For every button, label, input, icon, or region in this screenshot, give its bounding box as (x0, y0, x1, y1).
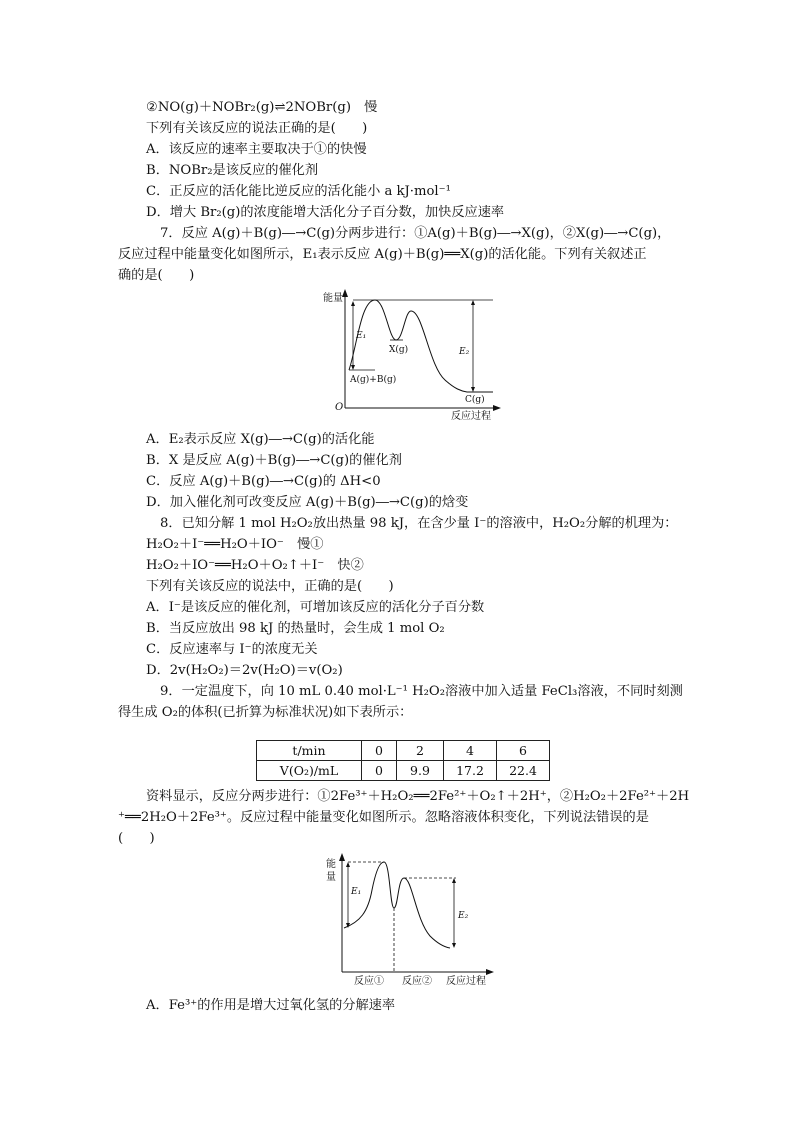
q8-option-a: A．I⁻是该反应的催化剂，可增加该反应的活化分子百分数 (146, 600, 485, 615)
q6-stem: 下列有关该反应的说法正确的是( ) (146, 121, 368, 136)
table-header-cell: 0 (362, 741, 397, 761)
q9-option-a: A．Fe³⁺的作用是增大过氧化氢的分解速率 (146, 998, 396, 1013)
q8-option-b: B．当反应放出 98 kJ 的热量时，会生成 1 mol O₂ (146, 621, 445, 636)
q8-mechanism-1: H₂O₂＋I⁻══H₂O＋IO⁻ 慢① (146, 537, 324, 552)
q7-product-label: C(g) (465, 395, 485, 405)
q7-origin-label: O (335, 402, 344, 413)
q7-intermediate-label: X(g) (389, 345, 409, 355)
q7-option-a: A．E₂表示反应 X(g)―→C(g)的活化能 (146, 432, 375, 447)
q6-option-c: C．正反应的活化能比逆反应的活化能小 a kJ·mol⁻¹ (146, 184, 451, 199)
table-cell: 0 (362, 761, 397, 781)
q9-label-reaction-1: 反应① (354, 976, 384, 987)
q7-option-d: D．加入催化剂可改变反应 A(g)＋B(g)―→C(g)的焓变 (146, 495, 469, 510)
q7-stem-line2: 反应过程中能量变化如图所示，E₁表示反应 A(g)＋B(g)══X(g)的活化能。下列有关叙述正 (118, 247, 647, 262)
q6-option-d: D．增大 Br₂(g)的浓度能增大活化分子百分数，加快反应速率 (146, 205, 505, 220)
q9-info-line3: ( ) (118, 831, 155, 846)
q7-option-b: B．X 是反应 A(g)＋B(g)―→C(g)的催化剂 (146, 453, 402, 468)
q9-data-table (256, 740, 550, 781)
q9-e2-label: E₂ (458, 911, 469, 921)
table-cell: 17.2 (444, 761, 497, 781)
q7-reactant-label: A(g)+B(g) (350, 375, 397, 385)
table-header-cell: 2 (397, 741, 444, 761)
table-cell: V(O₂)/mL (257, 761, 362, 781)
q9-y-axis-label-1: 能 (326, 859, 336, 870)
q9-label-reaction-2: 反应② (402, 976, 432, 987)
q9-info-line1: 资料显示，反应分两步进行：①2Fe³⁺＋H₂O₂══2Fe²⁺＋O₂↑＋2H⁺，②H₂O₂＋2Fe²⁺＋2H (146, 789, 690, 804)
table-header-cell: t/min (257, 741, 362, 761)
q7-stem-line3: 确的是( ) (118, 268, 195, 283)
q9-stem-line2: 得生成 O₂的体积(已折算为标准状况)如下表所示： (118, 705, 413, 720)
q7-option-c: C．反应 A(g)＋B(g)―→C(g)的 ΔH<0 (146, 474, 381, 489)
q9-e1-label: E₁ (351, 887, 362, 897)
q6-step2: ②NO(g)＋NOBr₂(g)⇌2NOBr(g) 慢 (146, 100, 378, 115)
q6-option-a: A．该反应的速率主要取决于①的快慢 (146, 142, 367, 157)
q7-e2-label: E₂ (459, 347, 470, 357)
q7-stem-line1: 7．反应 A(g)＋B(g)―→C(g)分两步进行：①A(g)＋B(g)―→X(g)，②X(g)―→C(g)， (160, 226, 671, 241)
table-cell: 9.9 (397, 761, 444, 781)
q7-energy-diagram (305, 286, 505, 422)
table-header-cell: 4 (444, 741, 497, 761)
q9-energy-curve (344, 862, 450, 948)
q7-y-axis-label: 能量 (323, 293, 343, 304)
q8-option-c: C．反应速率与 I⁻的浓度无关 (146, 642, 318, 657)
table-row (257, 761, 550, 781)
table-row (257, 741, 550, 761)
q8-mechanism-2: H₂O₂＋IO⁻══H₂O＋O₂↑＋I⁻ 快② (146, 558, 364, 573)
table-cell: 22.4 (497, 761, 550, 781)
q9-info-line2: ⁺══2H₂O＋2Fe³⁺。反应过程中能量变化如图所示。忽略溶液体积变化，下列说法错误的是 (118, 810, 649, 825)
q8-question: 下列有关该反应的说法中，正确的是( ) (146, 579, 394, 594)
q7-e1-label: E₁ (356, 331, 367, 341)
table-header-cell: 6 (497, 741, 550, 761)
q6-option-b: B．NOBr₂是该反应的催化剂 (146, 163, 319, 178)
q8-stem: 8．已知分解 1 mol H₂O₂放出热量 98 kJ，在含少量 I⁻的溶液中，H₂O₂分解的机理为： (160, 516, 678, 531)
q7-x-axis-label: 反应过程 (451, 411, 491, 422)
q9-y-axis-label-2: 量 (326, 872, 336, 883)
q8-option-d: D．2v(H₂O₂)＝2v(H₂O)＝v(O₂) (146, 663, 343, 678)
q9-stem-line1: 9．一定温度下，向 10 mL 0.40 mol·L⁻¹ H₂O₂溶液中加入适量 FeCl₃溶液，不同时刻测 (160, 684, 683, 699)
q9-x-axis-label: 反应过程 (446, 976, 486, 987)
q9-energy-diagram (320, 850, 500, 990)
